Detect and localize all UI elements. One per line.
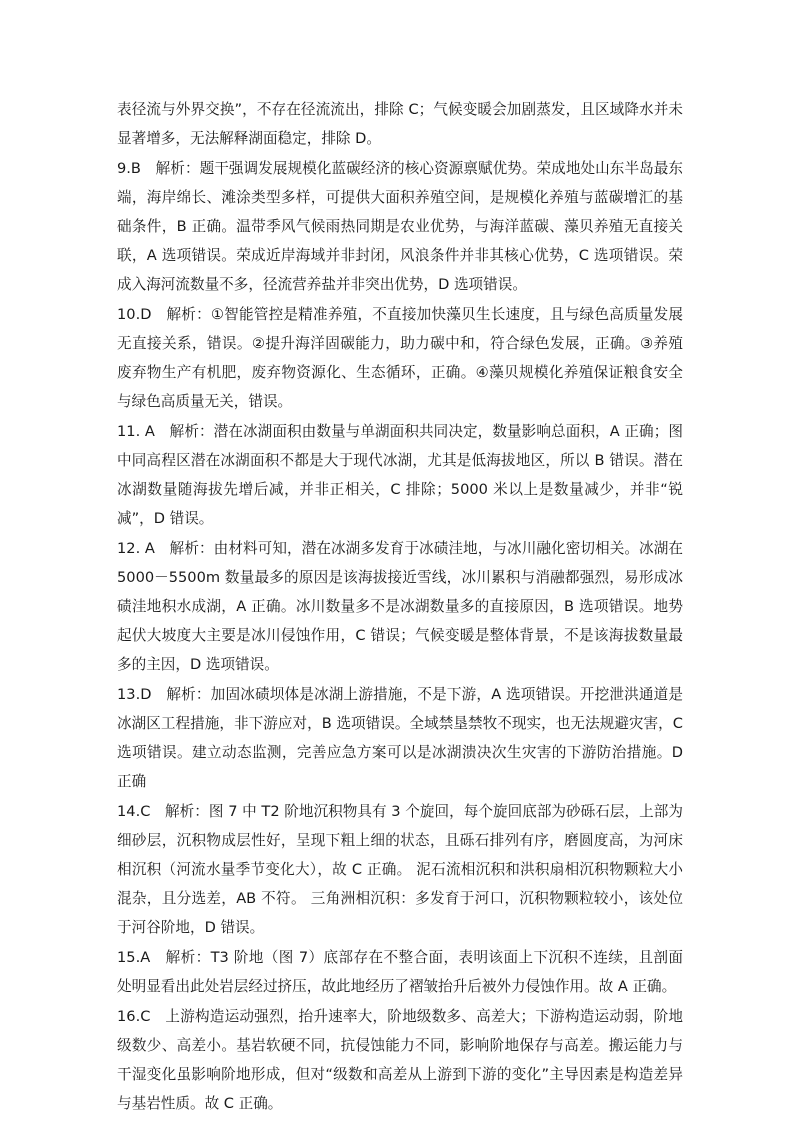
answer-11: 11. A 解析：潜在冰湖面积由数量与单湖面积共同决定，数量影响总面积，A 正确；图中同高程区潜在冰湖面积不都是大于现代冰湖，尤其是低海拔地区，所以 B 错误。潜在冰湖数量随海拔先增后减，并非正相关，C 排除；5000 米以上是数量减少，并非“锐减”，D 错误。 (117, 423, 683, 527)
paragraph-continuation: 表径流与外界交换”，不存在径流流出，排除 C；气候变暖会加剧蒸发，且区域降水并未显著增多，无法解释湖面稳定，排除 D。 (117, 101, 683, 147)
answer-12: 12. A 解析：由材料可知，潜在冰湖多发育于冰碛洼地，与冰川融化密切相关。冰湖在 5000－5500m 数量最多的原因是该海拔接近雪线，冰川累积与消融都强烈，易形成冰碛洼地积水成湖，A 正确。冰川数量多不是冰湖数量多的直接原因，B 选项错误。地势起伏大坡度大主要是冰川侵蚀作用，C 错误；气候变暖是整体背景，不是该海拔数量最多的主因，D 选项错误。 (117, 540, 683, 673)
answer-9: 9.B 解析：题干强调发展规模化蓝碳经济的核心资源禀赋优势。荣成地处山东半岛最东端，海岸绵长、滩涂类型多样，可提供大面积养殖空间，是规模化养殖与蓝碳增汇的基础条件，B 正确。温带季风气候雨热同期是农业优势，与海洋蓝碳、藻贝养殖无直接关联，A 选项错误。荣成近岸海域并非封闭，风浪条件并非其核心优势，C 选项错误。荣成入海河流数量不多，径流营养盐并非突出优势，D 选项错误。 (117, 160, 683, 293)
answer-10: 10.D 解析：①智能管控是精准养殖，不直接加快藻贝生长速度，且与绿色高质量发展无直接关系，错误。②提升海洋固碳能力，助力碳中和，符合绿色发展，正确。③养殖废弃物生产有机肥，废弃物资源化、生态循环，正确。④藻贝规模化养殖保证粮食安全与绿色高质量无关，错误。 (117, 306, 683, 410)
answer-13: 13.D 解析：加固冰碛坝体是冰湖上游措施，不是下游，A 选项错误。开挖泄洪通道是冰湖区工程措施，非下游应对，B 选项错误。全域禁垦禁牧不现实，也无法规避灾害，C 选项错误。建立动态监测，完善应急方案可以是冰湖溃决次生灾害的下游防治措施。D 正确 (117, 686, 683, 790)
answer-explanations (117, 95, 683, 1119)
answer-14: 14.C 解析：图 7 中 T2 阶地沉积物具有 3 个旋回，每个旋回底部为砂砾石层，上部为细砂层，沉积物成层性好，呈现下粗上细的状态，且砾石排列有序，磨圆度高，为河床相沉积（河流水量季节变化大），故 C 正确。 泥石流相沉积和洪积扇相沉积物颗粒大小混杂，且分选差，AB 不符。 三角洲相沉积：多发育于河口，沉积物颗粒较小，该处位于河谷阶地，D 错误。 (117, 803, 683, 936)
answer-16: 16.C 上游构造运动强烈，抬升速率大，阶地级数多、高差大；下游构造运动弱，阶地级数少、高差小。基岩软硬不同，抗侵蚀能力不同，影响阶地保存与高差。搬运能力与干湿变化虽影响阶地形成，但对“级数和高差从上游到下游的变化”主导因素是构造差异与基岩性质。故 C 正确。 (117, 1008, 683, 1112)
answer-15: 15.A 解析：T3 阶地（图 7）底部存在不整合面，表明该面上下沉积不连续，且剖面处明显看出此处岩层经过挤压，故此地经历了褶皱抬升后被外力侵蚀作用。故 A 正确。 (117, 949, 683, 995)
